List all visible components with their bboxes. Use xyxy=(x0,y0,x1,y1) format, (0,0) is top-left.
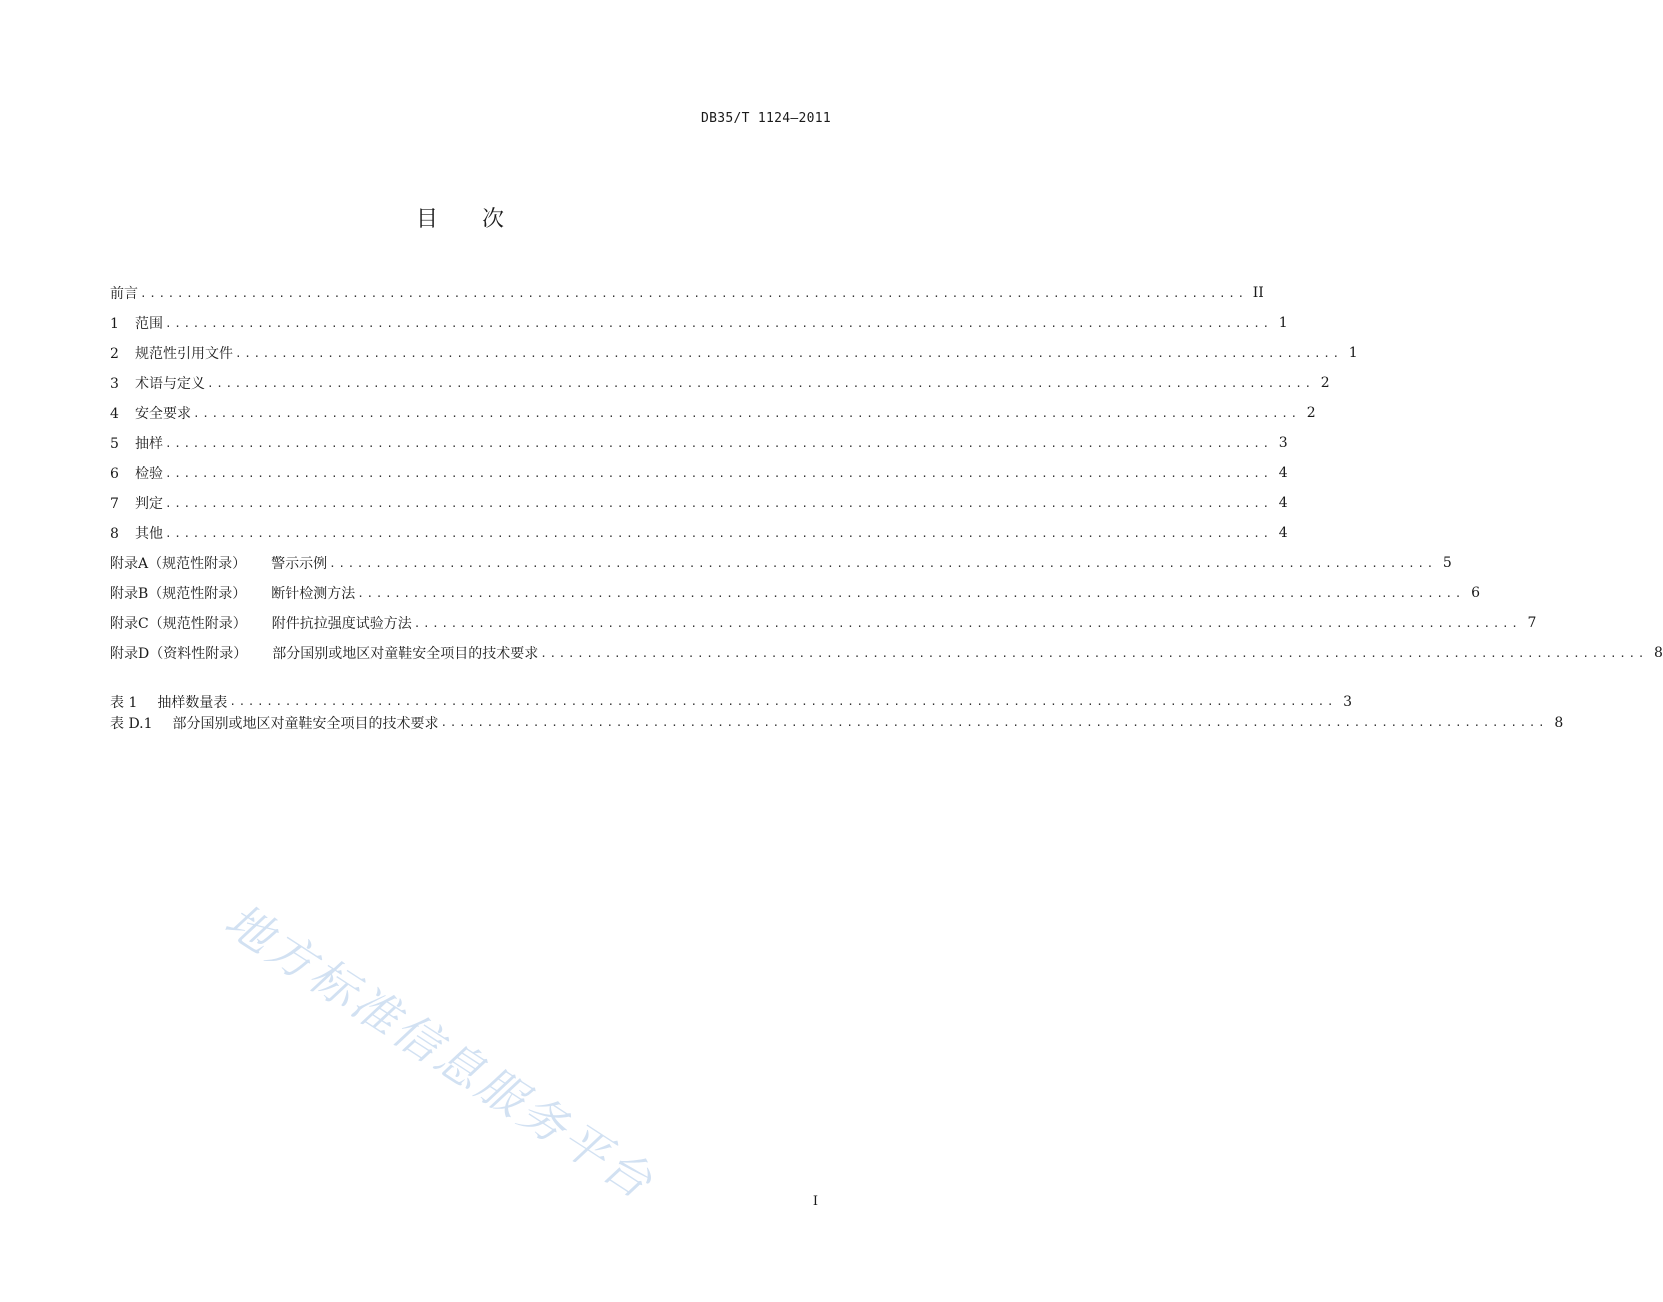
toc-entry-1[interactable] xyxy=(110,308,1288,338)
table-entry-title: 抽样数量表 xyxy=(157,694,228,711)
toc-entry-title: 安全要求 xyxy=(135,406,191,422)
leader-dots: ........................................................................................................................ xyxy=(140,286,1247,300)
toc-entry-page: 4 xyxy=(1278,465,1288,481)
toc-entry-4[interactable] xyxy=(110,398,1316,428)
toc-entry-title: 其他 xyxy=(135,526,163,542)
toc-entry-number: 2 xyxy=(110,346,119,362)
toc-entry-number: 8 xyxy=(110,526,119,542)
toc-entry-page: 2 xyxy=(1320,375,1330,391)
table-entry-d1[interactable] xyxy=(110,712,1564,733)
toc-entry-title: 断针检测方法 xyxy=(271,586,356,602)
leader-dots: ........................................................................................................................ xyxy=(440,716,1548,729)
toc-entry-6[interactable] xyxy=(110,458,1288,488)
table-entry-1[interactable] xyxy=(110,691,1353,712)
toc-entry-number: 附录B（规范性附录） xyxy=(110,586,247,602)
toc-entry-number: 附录D（资料性附录） xyxy=(110,646,248,662)
toc-entry-number: 附录C（规范性附录） xyxy=(110,616,247,632)
toc-entry-title: 检验 xyxy=(135,466,163,482)
leader-dots: ........................................................................................................................ xyxy=(165,496,1272,510)
table-of-contents xyxy=(110,278,1663,668)
toc-entry-title: 警示示例 xyxy=(271,556,328,572)
toc-entry-title: 抽样 xyxy=(135,436,163,452)
toc-entry-number: 6 xyxy=(110,466,119,482)
table-entry-page: 3 xyxy=(1343,693,1353,710)
toc-entry-title: 判定 xyxy=(135,496,163,512)
toc-entry-page: 7 xyxy=(1527,615,1537,631)
toc-entry-annex-b[interactable] xyxy=(110,578,1481,608)
toc-entry-annex-c[interactable] xyxy=(110,608,1537,638)
toc-entry-annex-a[interactable] xyxy=(110,548,1452,578)
toc-entry-number: 附录A（规范性附录） xyxy=(110,556,247,572)
toc-entry-page: 1 xyxy=(1278,315,1288,331)
page-number: I xyxy=(812,1194,818,1209)
leader-dots: ........................................................................................................................ xyxy=(193,406,1300,420)
table-entry-number: 表 1 xyxy=(110,694,138,711)
toc-entry-foreword[interactable] xyxy=(110,278,1264,308)
toc-entry-page: 1 xyxy=(1348,345,1358,361)
list-of-tables xyxy=(110,691,1564,733)
page-title: 目次 xyxy=(415,207,548,232)
table-entry-page: 8 xyxy=(1554,714,1564,731)
toc-entry-5[interactable] xyxy=(110,428,1288,458)
leader-dots: ........................................................................................................................ xyxy=(207,376,1314,390)
leader-dots: ........................................................................................................................ xyxy=(165,526,1272,540)
toc-entry-number: 7 xyxy=(110,496,119,512)
toc-entry-2[interactable] xyxy=(110,338,1358,368)
toc-entry-number: 3 xyxy=(110,376,119,392)
toc-entry-annex-d[interactable] xyxy=(110,638,1663,668)
toc-entry-title: 前言 xyxy=(110,286,138,302)
toc-entry-title: 附件抗拉强度试验方法 xyxy=(271,616,412,632)
toc-entry-page: 4 xyxy=(1278,495,1288,511)
leader-dots: ........................................................................................................................ xyxy=(165,436,1272,450)
toc-entry-title: 术语与定义 xyxy=(135,376,205,392)
toc-entry-title: 范围 xyxy=(135,316,163,332)
toc-entry-7[interactable] xyxy=(110,488,1288,518)
document-code: DB35/T 1124—2011 xyxy=(700,111,831,126)
toc-entry-title: 部分国别或地区对童鞋安全项目的技术要求 xyxy=(272,646,539,662)
toc-entry-page: 6 xyxy=(1471,585,1481,601)
watermark: 地方标准信息服务平台 xyxy=(215,892,665,1211)
toc-entry-title: 规范性引用文件 xyxy=(135,346,233,362)
toc-entry-8[interactable] xyxy=(110,518,1288,548)
leader-dots: ........................................................................................................................ xyxy=(165,316,1272,330)
leader-dots: ........................................................................................................................ xyxy=(329,556,1436,570)
toc-entry-number: 5 xyxy=(110,436,119,452)
toc-entry-page: 8 xyxy=(1654,645,1663,661)
leader-dots: ........................................................................................................................ xyxy=(229,695,1337,708)
leader-dots: ........................................................................................................................ xyxy=(357,586,1465,600)
toc-entry-page: 2 xyxy=(1306,405,1316,421)
table-entry-title: 部分国别或地区对童鞋安全项目的技术要求 xyxy=(172,715,439,732)
toc-entry-number: 4 xyxy=(110,406,119,422)
leader-dots: ........................................................................................................................ xyxy=(235,346,1342,360)
toc-entry-page: 3 xyxy=(1278,435,1288,451)
leader-dots: ........................................................................................................................ xyxy=(165,466,1272,480)
toc-entry-3[interactable] xyxy=(110,368,1330,398)
table-entry-number: 表 D.1 xyxy=(110,715,153,732)
toc-entry-page: II xyxy=(1252,285,1264,301)
leader-dots: ........................................................................................................................ xyxy=(540,646,1647,660)
leader-dots: ........................................................................................................................ xyxy=(413,616,1521,630)
toc-entry-page: 4 xyxy=(1278,525,1288,541)
toc-entry-number: 1 xyxy=(110,316,119,332)
toc-entry-page: 5 xyxy=(1442,555,1452,571)
